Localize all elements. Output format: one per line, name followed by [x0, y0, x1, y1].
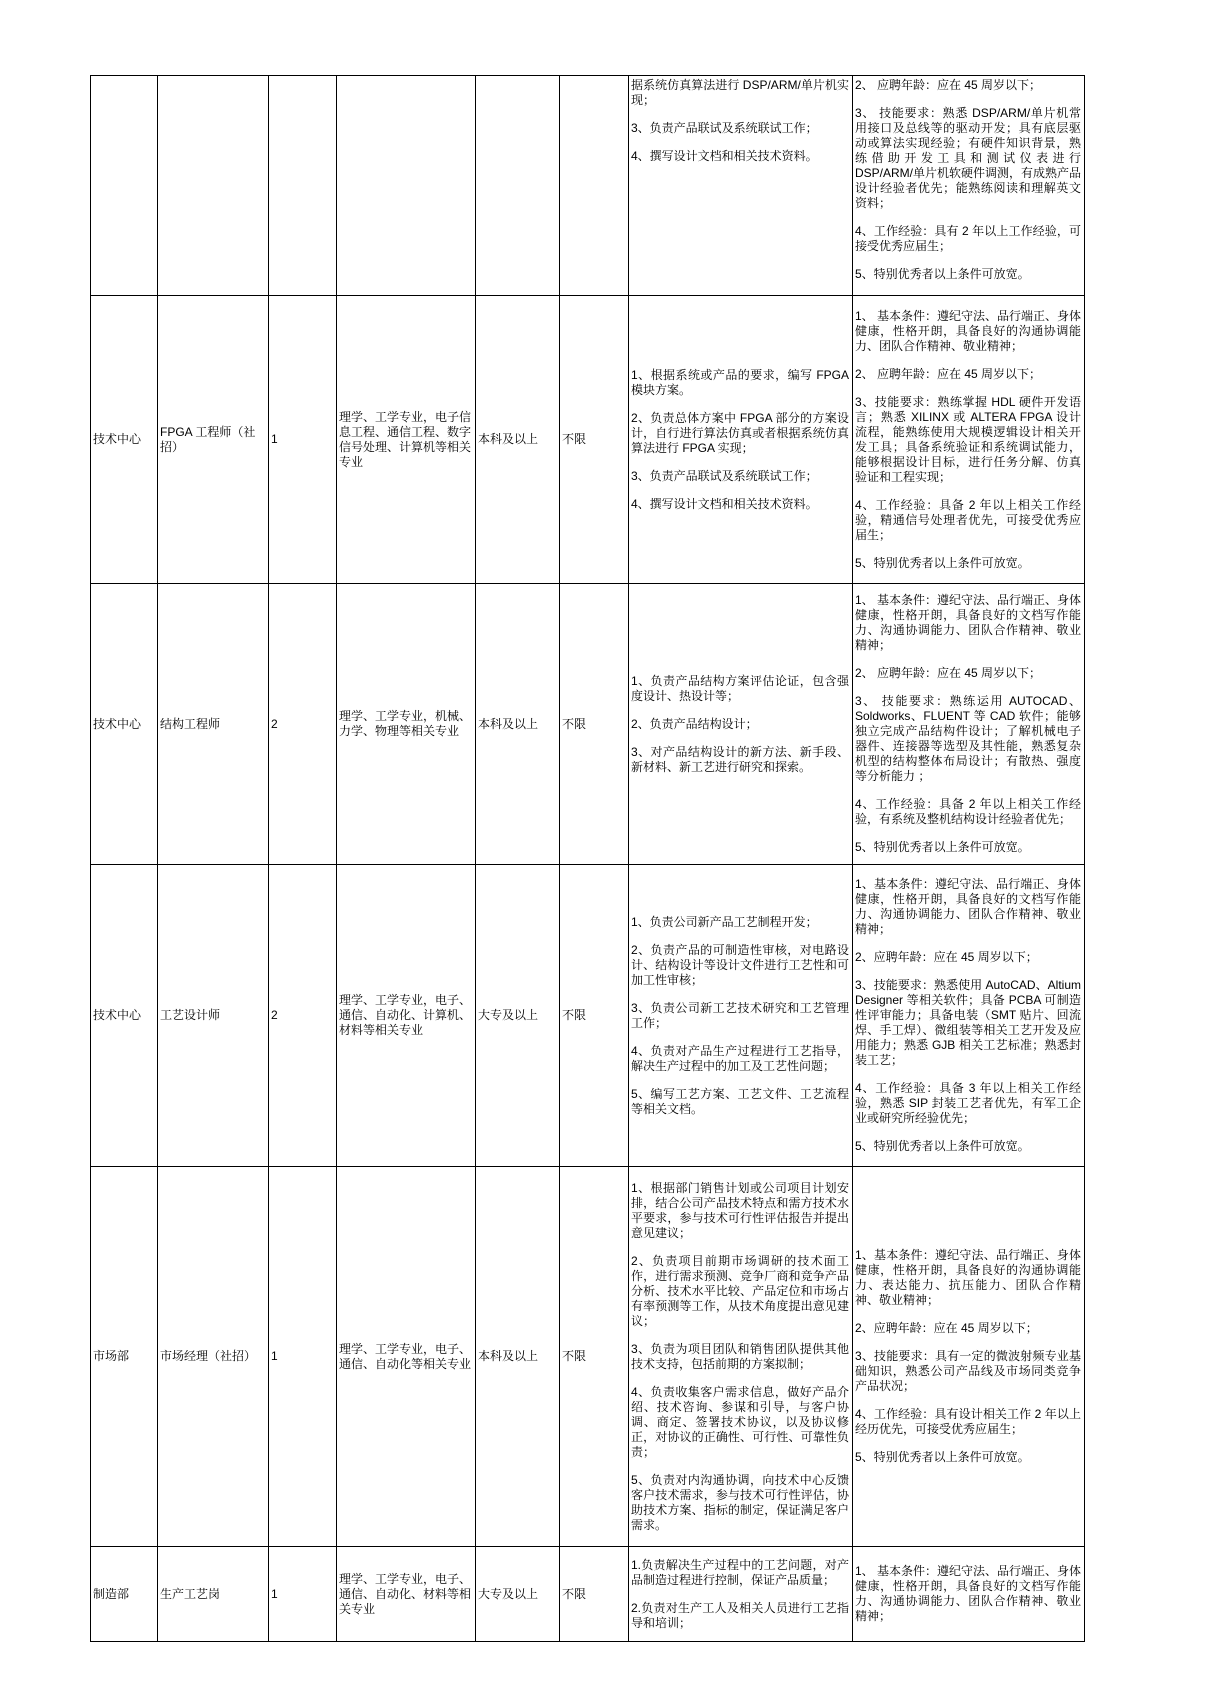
- major-cell: 理学、工学专业，电子、通信、自动化、计算机、材料等相关专业: [337, 865, 476, 1167]
- age-limit-cell: 不限: [560, 1167, 629, 1547]
- duty-item: 2、负责项目前期市场调研的技术面工作，进行需求预测、竞争厂商和竞争产品分析、技术水平比较、产品定位和市场占有率预测等工作，从技术角度提出意见建议；: [631, 1253, 849, 1328]
- duty-item: 1、负责公司新产品工艺制程开发；: [631, 914, 818, 929]
- requirement-item: 4、工作经验：具有设计相关工作 2 年以上经历优先，可接受优秀应届生；: [855, 1407, 1081, 1436]
- requirement-item: 1、 基本条件：遵纪守法、品行端正、身体健康，性格开朗，具备良好的沟通协调能力、团队合作精神、敬业精神；: [855, 308, 1082, 353]
- major-cell: 理学、工学专业，电子、通信、自动化等相关专业: [337, 1167, 476, 1547]
- requirement-item: 5、特别优秀者以上条件可放宽。: [855, 1450, 1030, 1464]
- duty-item: 3、负责为项目团队和销售团队提供其他技术支持，包括前期的方案拟制；: [631, 1341, 849, 1371]
- requirement-item: 2、 应聘年龄：应在 45 周岁以下；: [855, 78, 1042, 92]
- duties-cell: [629, 1547, 853, 1642]
- duty-item: 3、对产品结构设计的新方法、新手段、新材料、新工艺进行研究和探索。: [631, 744, 849, 774]
- requirements-cell: [853, 296, 1085, 584]
- duty-item: 2、负责总体方案中 FPGA 部分的方案设计，自行进行算法仿真或者根据系统仿真算法进行 FPGA 实现；: [631, 410, 849, 455]
- headcount-cell: 1: [269, 1547, 337, 1642]
- requirement-item: 1、基本条件：遵纪守法、品行端正、身体健康，性格开朗，具备良好的文档写作能力、沟通协调能力、团队合作精神、敬业精神；: [855, 877, 1081, 936]
- department-cell: [91, 76, 158, 296]
- department-cell: 技术中心: [91, 865, 158, 1167]
- major-cell: 理学、工学专业，电子信息工程、通信工程、数字信号处理、计算机等相关专业: [337, 296, 476, 584]
- requirement-item: 3、技能要求：熟练掌握 HDL 硬件开发语言；熟悉 XILINX 或 ALTERA FPGA 设计流程，能熟练使用大规模逻辑设计相关开发工具；具备系统验证和系统调试能力，能够根据设计目标，进行任务分解、仿真验证和工程实现；: [855, 394, 1081, 484]
- age-limit-cell: 不限: [560, 584, 629, 865]
- requirement-item: 5、特别优秀者以上条件可放宽。: [855, 840, 1030, 854]
- duty-item: 2、负责产品的可制造性审核，对电路设计、结构设计等设计文件进行工艺性和可加工性审核；: [631, 942, 849, 987]
- duty-item: 据系统仿真算法进行 DSP/ARM/单片机实现；: [631, 78, 849, 107]
- education-cell: 本科及以上: [476, 584, 560, 865]
- duty-item: 4、撰写设计文档和相关技术资料。: [631, 149, 818, 163]
- duty-item: 2、负责产品结构设计；: [631, 716, 758, 731]
- requirements-cell: [853, 584, 1085, 865]
- duties-cell: [629, 76, 853, 296]
- duty-item: 2.负责对生产工人及相关人员进行工艺指导和培训；: [631, 1600, 849, 1630]
- duties-cell: [629, 1167, 853, 1547]
- education-cell: 大专及以上: [476, 1547, 560, 1642]
- duty-item: 3、负责产品联试及系统联试工作；: [631, 121, 818, 135]
- department-cell: 技术中心: [91, 296, 158, 584]
- position-cell: 结构工程师: [158, 584, 269, 865]
- duty-item: 1.负责解决生产过程中的工艺问题，对产品制造过程进行控制，保证产品质量；: [631, 1557, 849, 1587]
- duty-item: 4、负责收集客户需求信息，做好产品介绍、技术咨询、参谋和引导，与客户协调、商定、签署技术协议，以及协议修正，对协议的正确性、可行性、可靠性负责；: [631, 1384, 849, 1459]
- position-cell: 生产工艺岗: [158, 1547, 269, 1642]
- education-cell: [476, 76, 560, 296]
- headcount-cell: 1: [269, 296, 337, 584]
- requirements-cell: [853, 76, 1085, 296]
- position-cell: 市场经理（社招）: [158, 1167, 269, 1547]
- major-cell: 理学、工学专业，机械、力学、物理等相关专业: [337, 584, 476, 865]
- requirement-item: 3、 技能要求：熟练运用 AUTOCAD、Soldworks、FLUENT 等 CAD 软件；能够独立完成产品结构件设计；了解机械电子器件、连接器等选型及其性能，熟悉复杂机型的结构整体布局设计；有散热、强度等分析能力 ；: [855, 694, 1081, 783]
- duty-item: 1、根据部门销售计划或公司项目计划安排，结合公司产品技术特点和需方技术水平要求，参与技术可行性评估报告并提出意见建议；: [631, 1180, 849, 1240]
- department-cell: 制造部: [91, 1547, 158, 1642]
- age-limit-cell: 不限: [560, 296, 629, 584]
- education-cell: 本科及以上: [476, 1167, 560, 1547]
- position-cell: 工艺设计师: [158, 865, 269, 1167]
- requirement-item: 5、特别优秀者以上条件可放宽。: [855, 1139, 1030, 1153]
- requirements-cell: [853, 1547, 1085, 1642]
- headcount-cell: 1: [269, 1167, 337, 1547]
- duty-item: 5、编写工艺方案、工艺文件、工艺流程等相关文档。: [631, 1086, 849, 1116]
- requirements-cell: [853, 865, 1085, 1167]
- position-cell: FPGA 工程师（社招）: [158, 296, 269, 584]
- duty-item: 5、负责对内沟通协调，向技术中心反馈客户技术需求，参与技术可行性评估，协助技术方案、指标的制定，保证满足客户需求。: [631, 1472, 849, 1532]
- duty-item: 1、负责产品结构方案评估论证，包含强度设计、热设计等；: [631, 673, 849, 703]
- duties-cell: [629, 584, 853, 865]
- requirement-item: 2、 应聘年龄：应在 45 周岁以下；: [855, 366, 1042, 381]
- duty-item: 1、根据系统或产品的要求，编写 FPGA 模块方案。: [631, 367, 849, 397]
- requirement-item: 4、工作经验：具备 2 年以上相关工作经验，有系统及整机结构设计经验者优先；: [855, 797, 1081, 826]
- requirement-item: 1、 基本条件：遵纪守法、品行端正、身体健康，性格开朗，具备良好的文档写作能力、沟通协调能力、团队合作精神、敬业精神；: [855, 1564, 1082, 1623]
- duties-cell: [629, 296, 853, 584]
- position-cell: [158, 76, 269, 296]
- duties-cell: [629, 865, 853, 1167]
- major-cell: [337, 76, 476, 296]
- duty-item: 3、负责产品联试及系统联试工作；: [631, 468, 818, 483]
- education-cell: 大专及以上: [476, 865, 560, 1167]
- headcount-cell: [269, 76, 337, 296]
- requirement-item: 4、工作经验：具有 2 年以上工作经验，可接受优秀应届生；: [855, 224, 1081, 253]
- requirement-item: 3、 技能要求：熟悉 DSP/ARM/单片机常用接口及总线等的驱动开发；具有底层驱动或算法实现经验；有硬件知识背景，熟练借助开发工具和测试仪表进行 DSP/ARM/单片机软硬件调测，有成熟产品设计经验者优先；能熟练阅读和理解英文资料；: [855, 106, 1082, 210]
- major-cell: 理学、工学专业，电子、通信、自动化、材料等相关专业: [337, 1547, 476, 1642]
- requirement-item: 1、基本条件：遵纪守法、品行端正、身体健康，性格开朗，具备良好的沟通协调能力、表达能力、抗压能力、团队合作精神、敬业精神；: [855, 1248, 1081, 1307]
- requirement-item: 4、工作经验：具备 3 年以上相关工作经验，熟悉 SIP 封装工艺者优先，有军工企业或研究所经验优先；: [855, 1081, 1081, 1125]
- department-cell: 技术中心: [91, 584, 158, 865]
- duty-item: 4、负责对产品生产过程进行工艺指导，解决生产过程中的加工及工艺性问题；: [631, 1043, 849, 1073]
- duty-item: 4、撰写设计文档和相关技术资料。: [631, 496, 818, 511]
- age-limit-cell: [560, 76, 629, 296]
- headcount-cell: 2: [269, 584, 337, 865]
- department-cell: 市场部: [91, 1167, 158, 1547]
- requirement-item: 2、应聘年龄：应在 45 周岁以下；: [855, 950, 1038, 964]
- requirement-item: 4、工作经验：具备 2 年以上相关工作经验，精通信号处理者优先，可接受优秀应届生；: [855, 497, 1081, 542]
- requirement-item: 1、 基本条件：遵纪守法、品行端正、身体健康，性格开朗，具备良好的文档写作能力、沟通协调能力、团队合作精神、敬业精神；: [855, 593, 1082, 652]
- requirements-cell: [853, 1167, 1085, 1547]
- age-limit-cell: 不限: [560, 865, 629, 1167]
- education-cell: 本科及以上: [476, 296, 560, 584]
- duty-item: 3、负责公司新工艺技术研究和工艺管理工作；: [631, 1000, 849, 1030]
- age-limit-cell: 不限: [560, 1547, 629, 1642]
- requirement-item: 5、特别优秀者以上条件可放宽。: [855, 555, 1030, 570]
- headcount-cell: 2: [269, 865, 337, 1167]
- job-table: [90, 75, 1085, 1642]
- requirement-item: 2、 应聘年龄：应在 45 周岁以下；: [855, 666, 1042, 680]
- requirement-item: 5、特别优秀者以上条件可放宽。: [855, 267, 1030, 281]
- requirement-item: 3、技能要求：具有一定的微波射频专业基础知识，熟悉公司产品线及市场同类竞争产品状况；: [855, 1349, 1081, 1393]
- requirement-item: 2、应聘年龄：应在 45 周岁以下；: [855, 1321, 1038, 1335]
- requirement-item: 3、技能要求：熟悉使用 AutoCAD、Altium Designer 等相关软件；具备 PCBA 可制造性评审能力；具备电装（SMT 贴片、回流焊、手工焊）、微组装等相关工艺开发及应用能力；熟悉 GJB 相关工艺标准；熟悉封装工艺；: [855, 978, 1081, 1067]
